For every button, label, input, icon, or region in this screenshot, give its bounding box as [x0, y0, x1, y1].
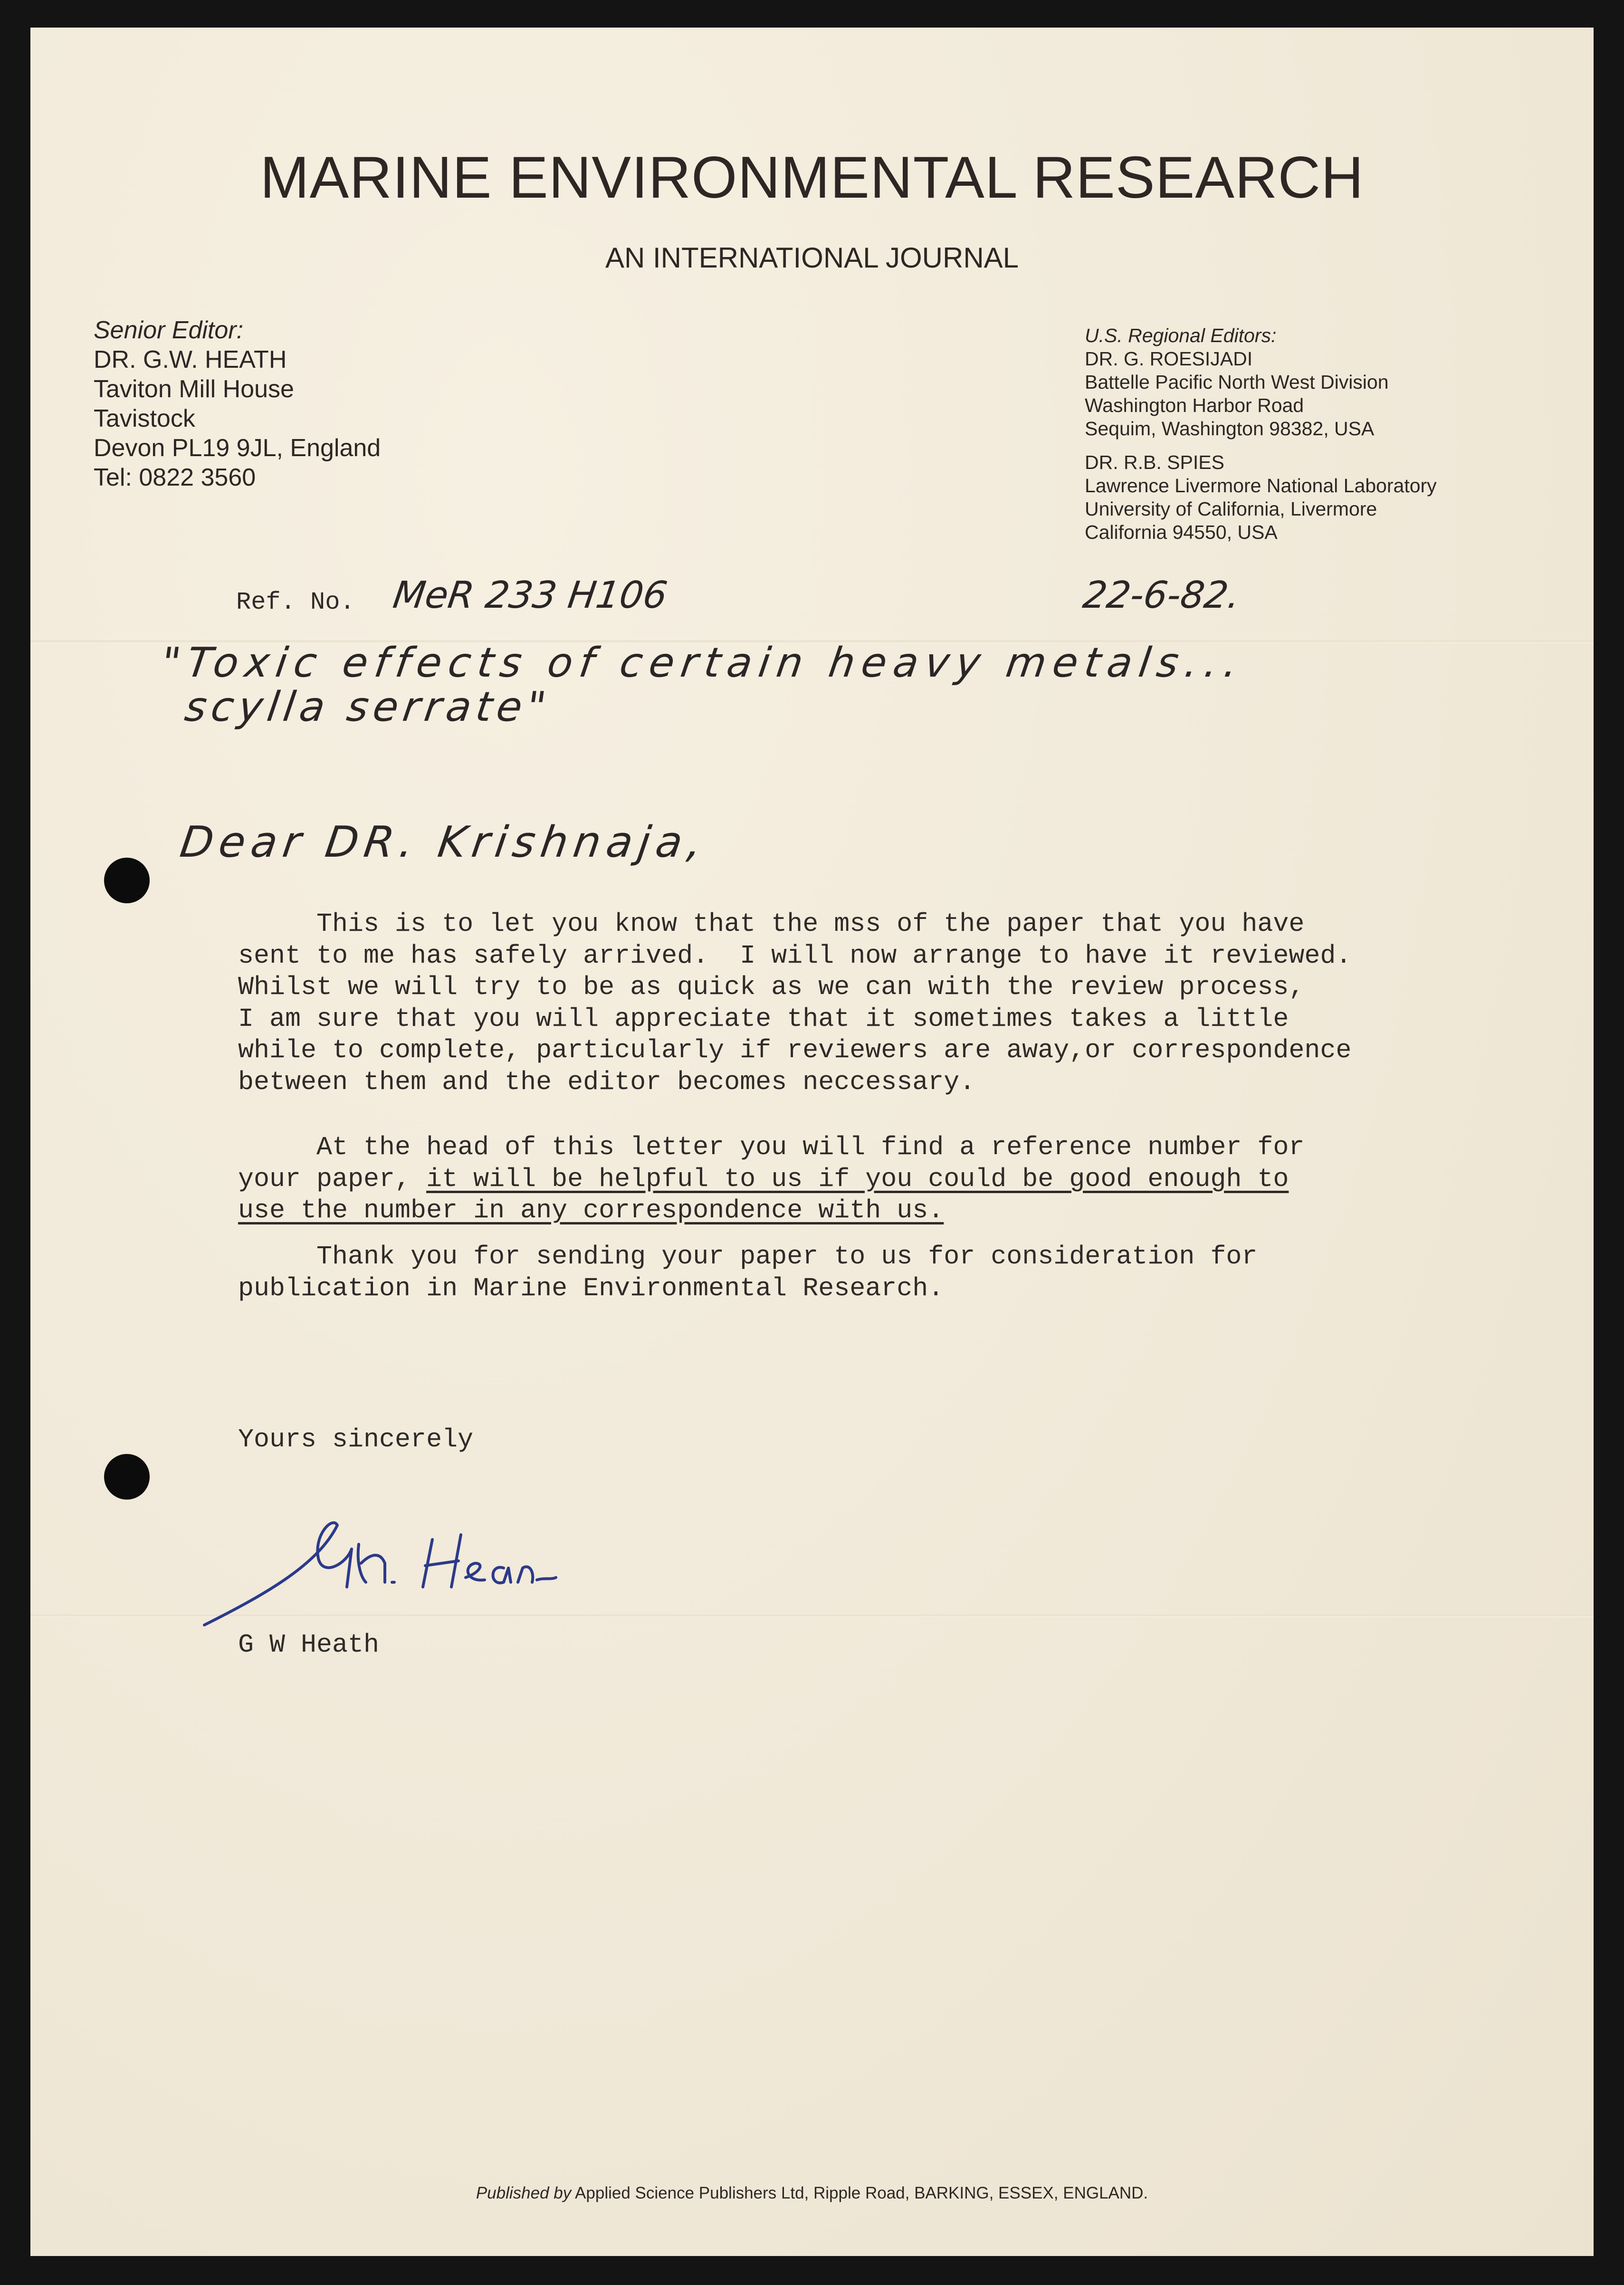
senior-editor-line: Devon PL19 9JL, England: [94, 434, 381, 462]
handwritten-signature: [176, 1506, 603, 1632]
signatory-name: G W Heath: [238, 1630, 380, 1660]
body-line: Thank you for sending your paper to us for consideration for: [238, 1242, 1258, 1272]
senior-editor-line: Tel: 0822 3560: [94, 464, 256, 491]
senior-editor-line: DR. G.W. HEATH: [94, 346, 287, 373]
body-paragraph-1: [238, 908, 1351, 1098]
body-line: This is to let you know that the mss of the paper that you have: [238, 909, 1305, 939]
paper-title-line: scylla serrate": [182, 683, 554, 731]
body-text: your paper,: [238, 1164, 427, 1194]
body-line: At the head of this letter you will find a reference number for: [238, 1132, 1305, 1162]
letter-date: 22-6-82.: [1080, 574, 1243, 617]
journal-title: MARINE ENVIRONMENTAL RESEARCH: [260, 145, 1364, 210]
editor2-line: California 94550, USA: [1085, 521, 1278, 543]
body-line: publication in Marine Environmental Research.: [238, 1273, 944, 1303]
published-by-label: Published by: [476, 2184, 572, 2202]
senior-editor-block: [94, 316, 381, 492]
editor1-line: Washington Harbor Road: [1085, 394, 1304, 416]
body-line: [238, 1164, 1304, 1195]
senior-editor-line: Taviton Mill House: [94, 375, 294, 403]
body-paragraph-3: [238, 1241, 1257, 1304]
body-line: between them and the editor becomes neccessary.: [238, 1067, 975, 1097]
us-editors-label: U.S. Regional Editors:: [1085, 325, 1277, 346]
reference-label: Ref. No.: [236, 588, 355, 616]
editor1-line: DR. G. ROESIJADI: [1085, 348, 1253, 370]
body-line: I am sure that you will appreciate that it sometimes takes a little: [238, 1004, 1289, 1034]
punch-hole: [104, 1454, 150, 1500]
senior-editor-line: Tavistock: [94, 405, 195, 432]
closing: Yours sincerely: [238, 1425, 474, 1454]
us-editors-block: [1085, 324, 1437, 544]
editor1-line: Battelle Pacific North West Division: [1085, 371, 1389, 393]
body-line: while to complete, particularly if reviewers are away,or correspondence: [238, 1035, 1352, 1065]
editor2-line: DR. R.B. SPIES: [1085, 451, 1224, 473]
senior-editor-label: Senior Editor:: [94, 316, 244, 344]
editor1-line: Sequim, Washington 98382, USA: [1085, 418, 1375, 440]
underlined-request: it will be helpful to us if you could be good enough to: [426, 1164, 1289, 1194]
journal-subtitle: AN INTERNATIONAL JOURNAL: [605, 242, 1019, 274]
salutation: Dear DR. Krishnaja,: [177, 817, 711, 867]
editor2-line: Lawrence Livermore National Laboratory: [1085, 475, 1437, 497]
publisher-details: Applied Science Publishers Ltd, Ripple Road, BARKING, ESSEX, ENGLAND.: [571, 2184, 1148, 2202]
reference-number: MeR 233 H106: [390, 574, 670, 617]
editor2-line: University of California, Livermore: [1085, 498, 1377, 520]
body-paragraph-2: [238, 1132, 1304, 1227]
body-line: Whilst we will try to be as quick as we can with the review process,: [238, 972, 1305, 1002]
paper-title-line: "Toxic effects of certain heavy metals...: [158, 639, 1248, 687]
body-line: sent to me has safely arrived. I will now arrange to have it reviewed.: [238, 940, 1352, 971]
publisher-footer: [0, 2184, 1624, 2203]
punch-hole: [104, 858, 150, 903]
underlined-request: use the number in any correspondence with us.: [238, 1195, 944, 1225]
